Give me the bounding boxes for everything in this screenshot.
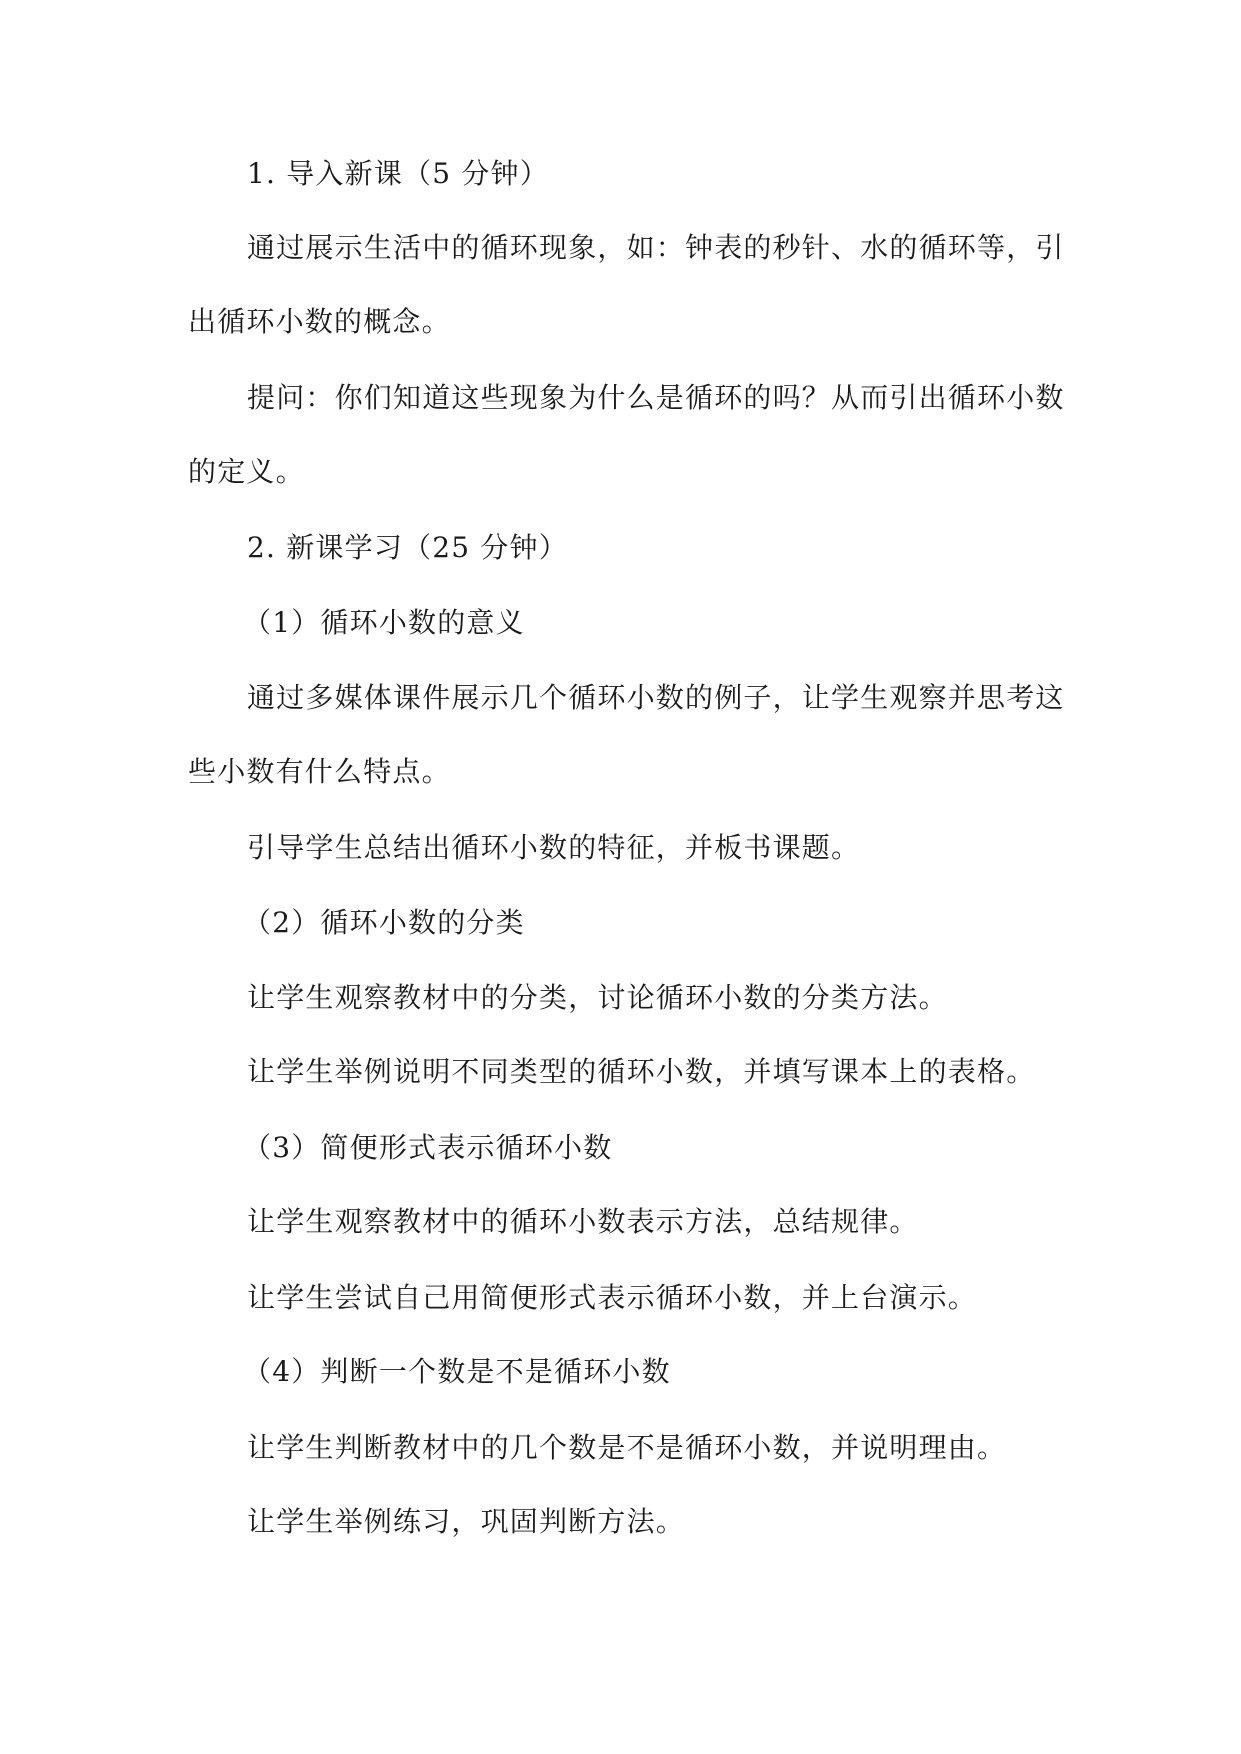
paragraph-line: 提问：你们知道这些现象为什么是循环的吗？从而引出循环小数: [247, 381, 1065, 414]
section-heading-new-lesson: 2. 新课学习（25 分钟）: [247, 531, 568, 564]
paragraph-line: 让学生观察教材中的分类，讨论循环小数的分类方法。: [247, 981, 948, 1014]
paragraph-line: 引导学生总结出循环小数的特征，并板书课题。: [247, 831, 861, 864]
paragraph-line: 的定义。: [188, 455, 305, 488]
paragraph-line: 让学生判断教材中的几个数是不是循环小数，并说明理由。: [247, 1431, 1007, 1464]
section-heading-intro: 1. 导入新课（5 分钟）: [247, 157, 549, 190]
paragraph-line: 让学生举例练习，巩固判断方法。: [247, 1505, 686, 1538]
paragraph-line: 让学生观察教材中的循环小数表示方法，总结规律。: [247, 1205, 919, 1238]
subsection-title: （2）循环小数的分类: [243, 906, 525, 939]
paragraph-line: 些小数有什么特点。: [188, 755, 451, 788]
paragraph-line: 通过多媒体课件展示几个循环小数的例子，让学生观察并思考这: [247, 681, 1065, 714]
paragraph-line: 让学生尝试自己用简便形式表示循环小数，并上台演示。: [247, 1281, 978, 1314]
paragraph-line: 让学生举例说明不同类型的循环小数，并填写课本上的表格。: [247, 1055, 1036, 1088]
paragraph-line: 出循环小数的概念。: [188, 305, 451, 338]
subsection-title: （4）判断一个数是不是循环小数: [243, 1355, 671, 1388]
subsection-title: （1）循环小数的意义: [243, 606, 525, 639]
paragraph-line: 通过展示生活中的循环现象，如：钟表的秒针、水的循环等，引: [247, 231, 1065, 264]
subsection-title: （3）简便形式表示循环小数: [243, 1131, 613, 1164]
